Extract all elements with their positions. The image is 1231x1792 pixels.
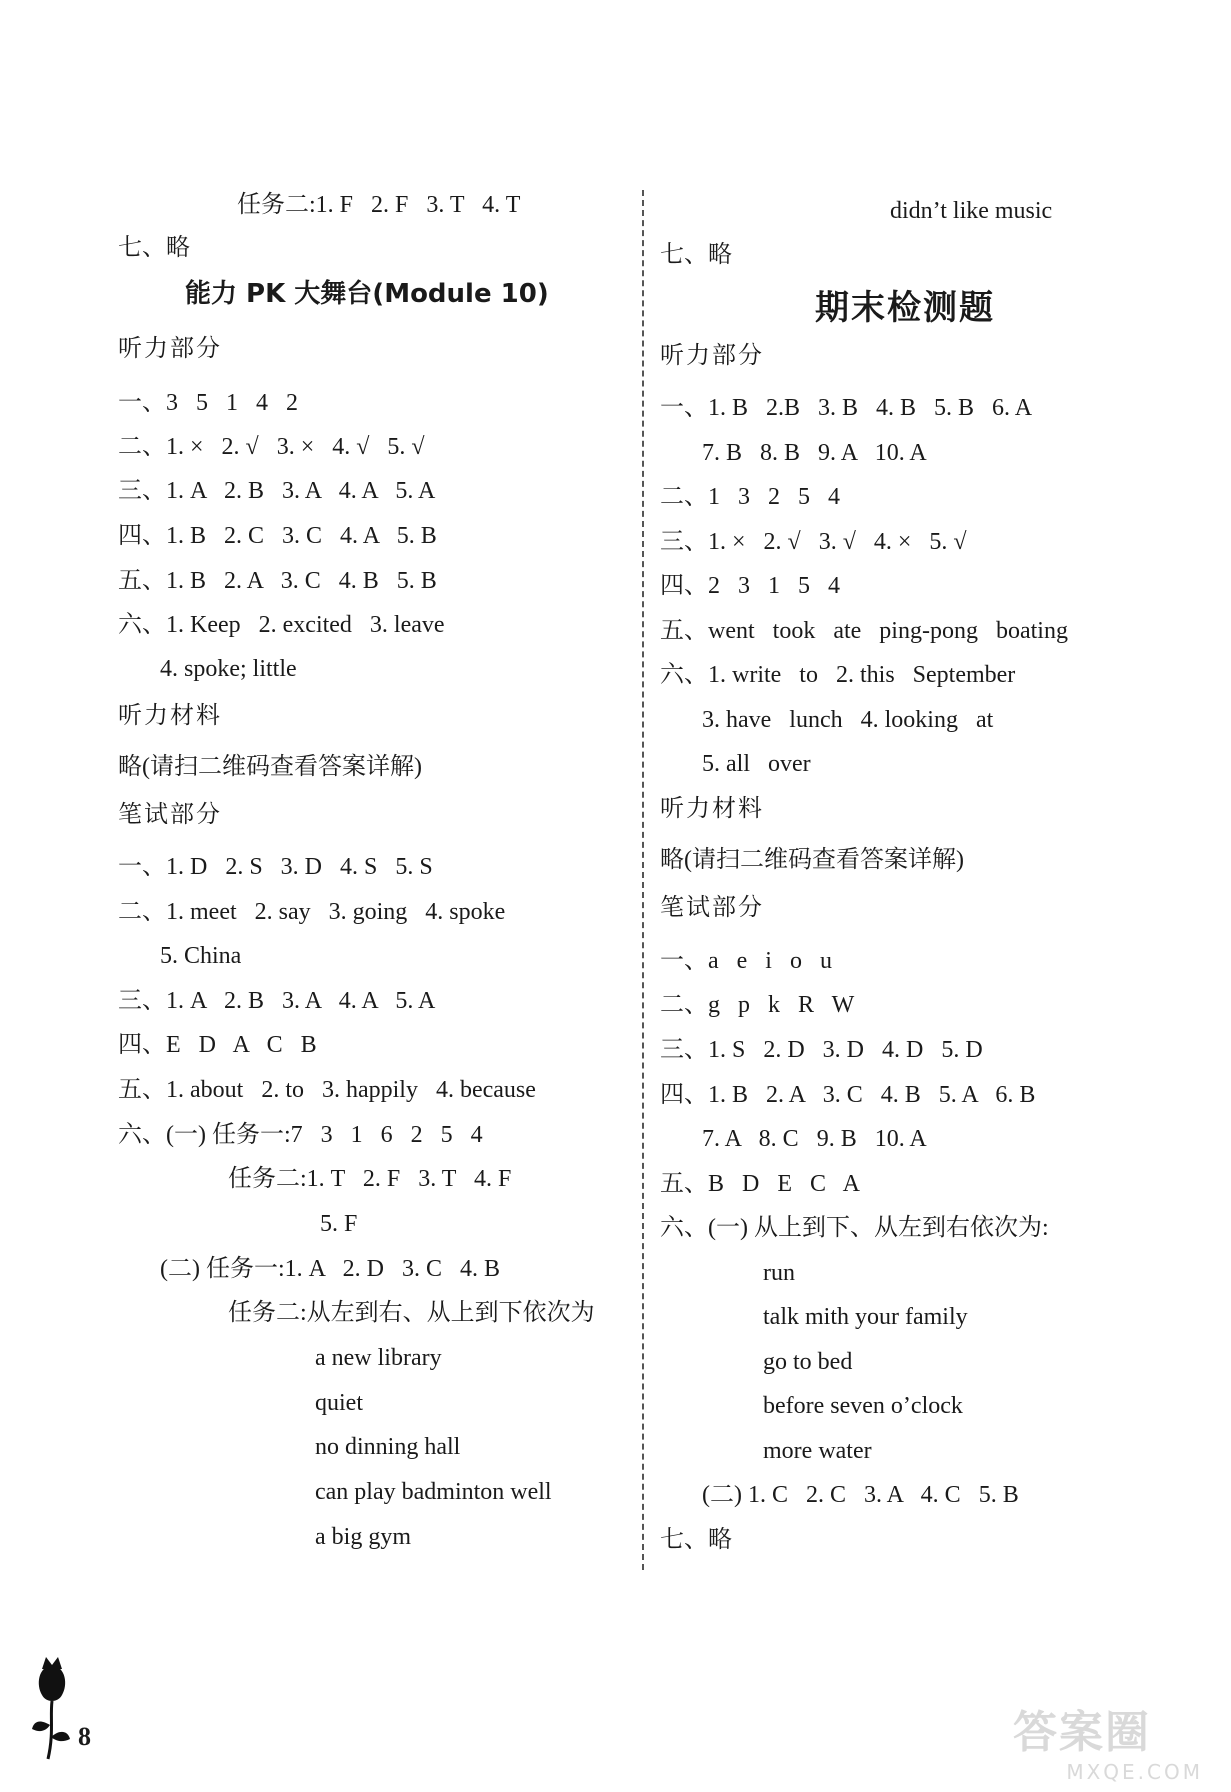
right-line: 3. have lunch 4. looking at: [702, 707, 994, 733]
watermark-url: MXQE.COM: [1066, 1760, 1203, 1784]
right-line: 七、略: [660, 1527, 732, 1553]
left-line: 略(请扫二维码查看答案详解): [118, 754, 422, 780]
left-line: 四、E D A C B: [118, 1032, 317, 1058]
flower-icon: [28, 1655, 78, 1765]
right-line: 一、a e i o u: [660, 948, 832, 974]
left-section7: 七、略: [118, 235, 190, 261]
right-line: didn’t like music: [890, 198, 1053, 224]
right-section7: 七、略: [660, 242, 732, 268]
left-line: 五、1. B 2. A 3. C 4. B 5. B: [118, 568, 437, 594]
left-materials-heading: 听力材料: [118, 701, 222, 729]
right-line: more water: [763, 1438, 872, 1464]
left-line: 五、1. about 2. to 3. happily 4. because: [118, 1077, 536, 1103]
left-line: 4. spoke; little: [160, 656, 297, 682]
left-line: a new library: [315, 1345, 442, 1371]
right-written-heading: 笔试部分: [660, 893, 764, 921]
right-line: talk mith your family: [763, 1304, 968, 1330]
right-line: before seven o’clock: [763, 1393, 963, 1419]
left-line: 二、1. meet 2. say 3. going 4. spoke: [118, 899, 506, 925]
left-line: 一、1. D 2. S 3. D 4. S 5. S: [118, 854, 433, 880]
watermark-logo-text: 答案圈: [1013, 1707, 1151, 1758]
left-listening-heading: 听力部分: [118, 334, 222, 362]
right-line: 二、g p k R W: [660, 992, 855, 1018]
left-line: 5. China: [160, 943, 242, 969]
left-line: 任务二:1. T 2. F 3. T 4. F: [228, 1166, 512, 1192]
right-line: 四、2 3 1 5 4: [660, 573, 840, 599]
left-written-heading: 笔试部分: [118, 800, 222, 828]
column-divider: [642, 190, 644, 1570]
left-line: 四、1. B 2. C 3. C 4. A 5. B: [118, 523, 437, 549]
left-line: 一、3 5 1 4 2: [118, 390, 298, 416]
left-line: 二、1. × 2. √ 3. × 4. √ 5. √: [118, 434, 425, 460]
right-line: 二、1 3 2 5 4: [660, 484, 840, 510]
left-line: 任务二:从左到右、从上到下依次为: [228, 1300, 595, 1326]
right-line: 五、B D E C A: [660, 1171, 861, 1197]
page-number: 8: [78, 1722, 91, 1751]
right-line: (二) 1. C 2. C 3. A 4. C 5. B: [702, 1482, 1019, 1508]
right-materials-heading: 听力材料: [660, 794, 764, 822]
left-line: 三、1. A 2. B 3. A 4. A 5. A: [118, 478, 436, 504]
right-section-title: 期末检测题: [815, 288, 995, 328]
right-line: 一、1. B 2.B 3. B 4. B 5. B 6. A: [660, 395, 1033, 421]
watermark: [1013, 1696, 1203, 1784]
left-line: 5. F: [320, 1211, 358, 1237]
left-task2-answers: 任务二:1. F 2. F 3. T 4. T: [237, 192, 521, 218]
left-section-title: 能力 PK 大舞台(Module 10): [185, 279, 549, 309]
right-line: 略(请扫二维码查看答案详解): [660, 847, 964, 873]
left-line: (二) 任务一:1. A 2. D 3. C 4. B: [160, 1256, 501, 1282]
left-line: a big gym: [315, 1524, 411, 1550]
left-line: no dinning hall: [315, 1434, 461, 1460]
right-line: 三、1. S 2. D 3. D 4. D 5. D: [660, 1037, 983, 1063]
right-line: 7. A 8. C 9. B 10. A: [702, 1126, 927, 1152]
right-line: 7. B 8. B 9. A 10. A: [702, 440, 927, 466]
right-line: 六、(一) 从上到下、从左到右依次为:: [660, 1215, 1049, 1241]
right-line: 五、went took ate ping-pong boating: [660, 618, 1068, 644]
right-line: run: [763, 1260, 795, 1286]
left-line: 三、1. A 2. B 3. A 4. A 5. A: [118, 988, 436, 1014]
right-line: 三、1. × 2. √ 3. √ 4. × 5. √: [660, 529, 967, 555]
right-listening-heading: 听力部分: [660, 341, 764, 369]
left-line: can play badminton well: [315, 1479, 552, 1505]
left-line: 六、1. Keep 2. excited 3. leave: [118, 612, 445, 638]
right-line: 四、1. B 2. A 3. C 4. B 5. A 6. B: [660, 1082, 1036, 1108]
left-line: 六、(一) 任务一:7 3 1 6 2 5 4: [118, 1122, 483, 1148]
right-line: go to bed: [763, 1349, 853, 1375]
left-line: quiet: [315, 1390, 363, 1416]
right-line: 5. all over: [702, 751, 811, 777]
right-line: 六、1. write to 2. this September: [660, 662, 1016, 688]
